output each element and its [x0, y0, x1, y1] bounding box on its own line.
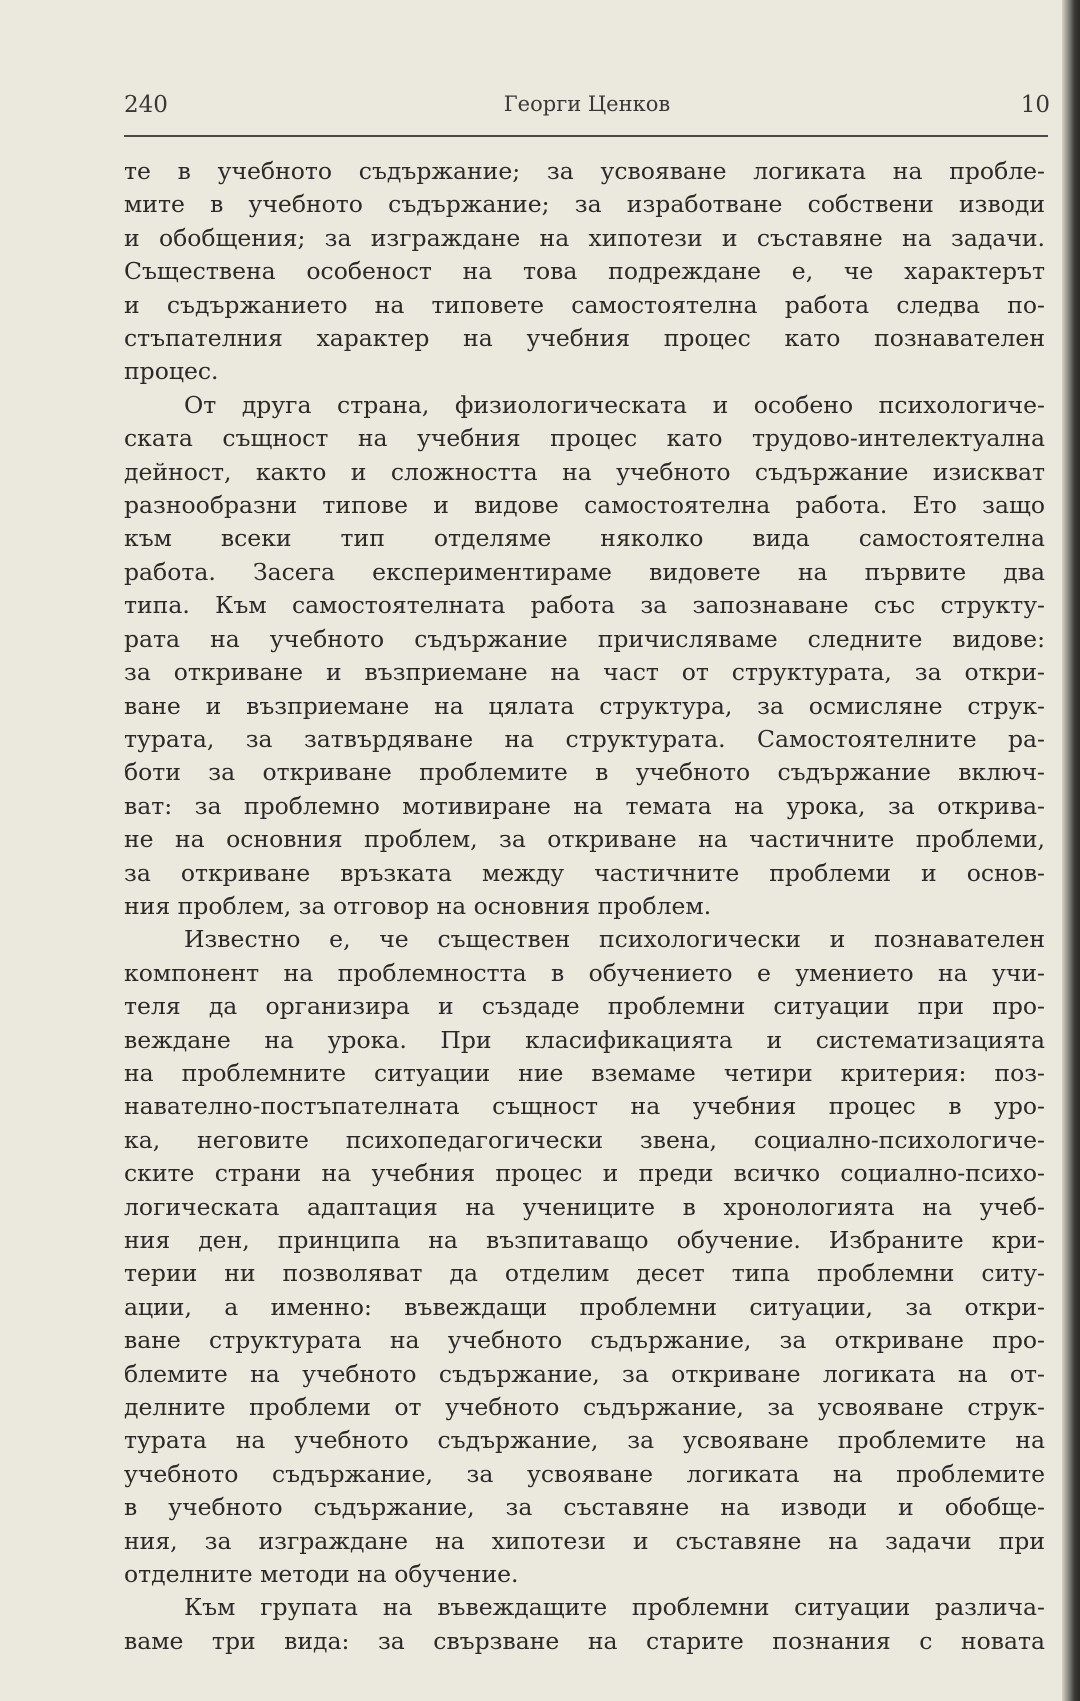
text-line: в учебното съдържание, за съставяне на изводи и обобще-: [124, 1493, 1045, 1522]
text-line: турата, за затвърдяване на структурата. Самостоятелните ра-: [124, 724, 1045, 753]
text-line: ване структурата на учебното съдържание, за откриване про-: [124, 1326, 1045, 1355]
running-title: Георги Ценков: [503, 92, 671, 116]
text-line: ации, а именно: въвеждащи проблемни ситуации, за откри-: [124, 1292, 1045, 1321]
text-line: веждане на урока. При класификацията и систематизацията: [124, 1025, 1045, 1054]
text-line: типа. Към самостоятелната работа за запознаване със структу-: [124, 591, 1045, 620]
text-line: те в учебното съдържание; за усвояване логиката на пробле-: [124, 157, 1045, 185]
text-line: стъпателния характер на учебния процес като познавателен: [124, 324, 1045, 353]
paragraph: [124, 389, 1045, 924]
text-line: и съдържанието на типовете самостоятелна работа следва по-: [124, 290, 1045, 319]
page-number: 240: [124, 92, 168, 118]
text-line: на проблемните ситуации ние вземаме четири критерия: поз-: [124, 1058, 1045, 1087]
text-line: ваме три вида: за свързване на старите познания с новата: [124, 1626, 1045, 1655]
text-line: отделните методи на обучение.: [124, 1560, 519, 1589]
text-line: ния, за изграждане на хипотези и съставяне на задачи при: [124, 1526, 1045, 1555]
text-line: ските страни на учебния процес и преди всичко социално-психо-: [124, 1159, 1045, 1188]
paragraph: [124, 1591, 1045, 1658]
text-line: Известно е, че съществен психологически и познавателен: [184, 925, 1045, 954]
text-line: терии ни позволяват да отделим десет типа проблемни ситу-: [124, 1259, 1045, 1288]
text-line: и обобщения; за изграждане на хипотези и съставяне на задачи.: [124, 223, 1045, 252]
text-line: за откриване връзката между частичните проблеми и основ-: [124, 858, 1045, 887]
text-line: не на основния проблем, за откриване на частичните проблеми,: [124, 825, 1045, 854]
text-line: навателно-постъпателната същност на учебния процес в уро-: [124, 1092, 1045, 1121]
text-line: ват: за проблемно мотивиране на темата на урока, за открива-: [124, 791, 1045, 820]
text-line: учебното съдържание, за усвояване логиката на проблемите: [124, 1459, 1045, 1488]
body-text: [124, 155, 1045, 1658]
text-line: блемите на учебното съдържание, за откриване логиката на от-: [124, 1359, 1045, 1388]
text-line: работа. Засега експериментираме видовете на първите два: [124, 557, 1045, 586]
text-line: към всеки тип отделяме няколко вида самостоятелна: [124, 524, 1045, 553]
text-line: ния проблем, за отговор на основния проблем.: [124, 891, 712, 920]
section-number: 10: [1020, 92, 1050, 118]
text-line: ската същност на учебния процес като трудово-интелектуална: [124, 424, 1045, 453]
page-binding-edge: [1062, 0, 1080, 1701]
text-line: Съществена особеност на това подреждане е, че характерът: [124, 257, 1045, 286]
text-line: мите в учебното съдържание; за изработване собствени изводи: [124, 190, 1045, 219]
text-line: компонент на проблемността в обучението е умението на учи-: [124, 958, 1045, 987]
text-line: разнообразни типове и видове самостоятелна работа. Ето защо: [124, 491, 1045, 520]
header-rule: [124, 135, 1048, 137]
text-line: Към групата на въвеждащите проблемни ситуации различа-: [184, 1593, 1045, 1622]
text-line: за откриване и възприемане на част от структурата, за откри-: [124, 658, 1045, 687]
text-line: ване и възприемане на цялата структура, за осмисляне струк-: [124, 691, 1045, 720]
text-line: теля да организира и създаде проблемни ситуации при про-: [124, 992, 1045, 1021]
text-line: ния ден, принципа на възпитаващо обучение. Избраните кри-: [124, 1226, 1045, 1254]
text-line: делните проблеми от учебното съдържание, за усвояване струк-: [124, 1393, 1045, 1422]
page-header: [124, 92, 1050, 136]
text-line: боти за откриване проблемите в учебното съдържание включ-: [124, 758, 1045, 787]
text-line: процес.: [124, 357, 219, 386]
paragraph: [124, 923, 1045, 1591]
text-line: От друга страна, физиологическата и особено психологиче-: [184, 390, 1045, 419]
paragraph: [124, 155, 1045, 389]
text-line: ка, неговите психопедагогически звена, социално-психологиче-: [124, 1125, 1045, 1154]
text-line: дейност, както и сложността на учебното съдържание изискват: [124, 457, 1045, 486]
text-line: турата на учебното съдържание, за усвояване проблемите на: [124, 1426, 1045, 1455]
text-line: рата на учебното съдържание причисляваме следните видове:: [124, 624, 1045, 653]
text-line: логическата адаптация на учениците в хронологията на учеб-: [124, 1192, 1045, 1221]
